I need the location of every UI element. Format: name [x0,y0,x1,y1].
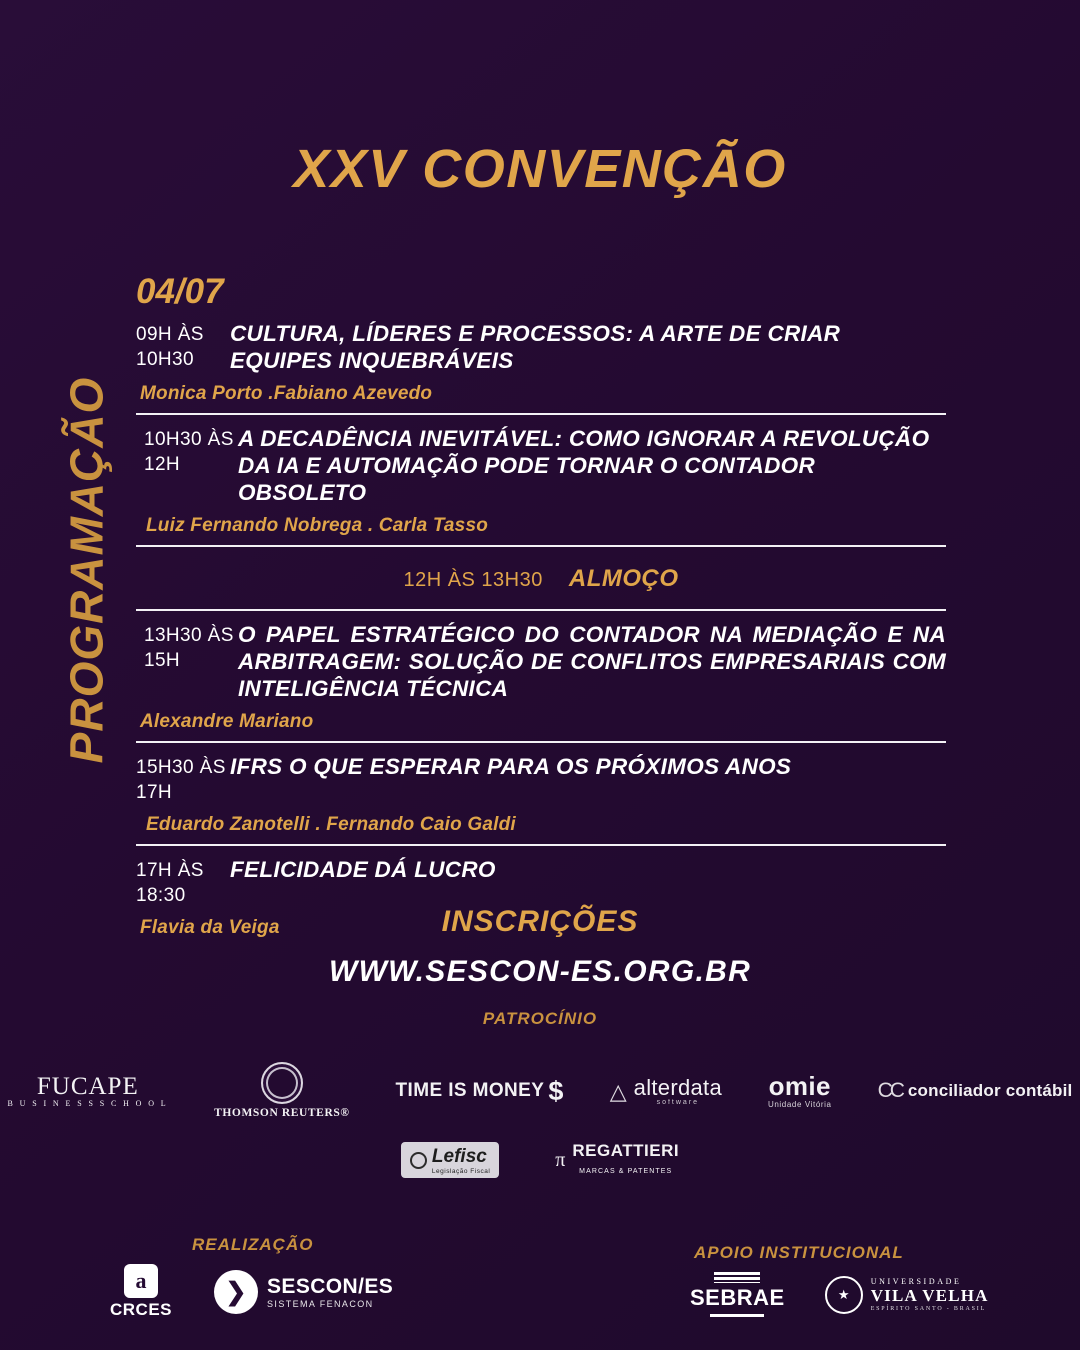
session-topic: O PAPEL ESTRATÉGICO DO CONTADOR NA MEDIAÇÃO E NA ARBITRAGEM: SOLUÇÃO DE CONFLITOS EMPRESARIAIS COM INTELIGÊNCIA TÉCNICA [238,622,946,701]
session-speakers: Alexandre Mariano [140,711,314,732]
divider [136,609,946,611]
omie-logo [768,1073,832,1109]
alterdata-logo-sub: software [656,1099,700,1107]
thomson-swirl-icon [261,1062,303,1104]
divider [136,844,946,846]
divider [136,741,946,743]
conciliador-contabil-logo [878,1080,1073,1102]
session-speakers: Luiz Fernando Nobrega . Carla Tasso [146,515,489,536]
schedule-row [136,617,946,702]
sebrae-bars-icon [714,1272,760,1283]
page-title: XXV CONVENÇÃO [293,139,787,199]
vila-velha-logo [825,1276,989,1314]
lefisc-dot-icon [410,1152,427,1169]
session-time: 15H30 ÀS 17H [136,757,226,803]
lefisc-logo-sub: Legislação Fiscal [431,1168,491,1175]
crces-logo-name: CRCES [110,1300,173,1319]
apoio-logos [690,1272,989,1317]
sescon-logo-name: SESCON/ES [267,1275,394,1298]
divider [136,413,946,415]
vila-velha-seal-icon: ★ [825,1276,863,1314]
regattieri-logo-sub: MARCAS & PATENTES [579,1168,673,1175]
lunch-row [136,553,946,605]
schedule-list [136,316,946,947]
sebrae-logo-name: SEBRAE [690,1285,785,1310]
conciliador-logo-name: conciliador contábil [907,1080,1073,1100]
schedule-row [136,852,946,908]
sescon-es-logo [214,1270,393,1314]
omie-logo-sub: Unidade Vitória [768,1099,832,1109]
thomson-logo-name: THOMSON REUTERS® [214,1107,350,1119]
session-speakers: Monica Porto .Fabiano Azevedo [140,383,433,404]
regattieri-mark-icon: π [555,1148,566,1171]
event-date: 04/07 [136,272,224,311]
alterdata-mark-icon: △ [609,1078,627,1104]
realizacao-label: REALIZAÇÃO [192,1235,314,1254]
omie-logo-name: omie [768,1071,831,1102]
vila-velha-logo-name: VILA VELHA [870,1286,989,1305]
crces-mark-icon: a [124,1264,158,1298]
session-time: 09H ÀS 10H30 [136,324,204,370]
sescon-logo-sub: SISTEMA FENACON [267,1299,374,1309]
divider [136,545,946,547]
sponsor-logos-row-2 [0,1142,1080,1178]
programacao-vertical-label [56,300,116,840]
sebrae-rule [710,1314,764,1317]
alterdata-logo [610,1076,722,1107]
thomson-reuters-logo [214,1062,349,1120]
session-topic: IFRS O QUE ESPERAR PARA OS PRÓXIMOS ANOS [230,754,792,779]
lefisc-logo-name: Lefisc [431,1146,487,1167]
registration-label: INSCRIÇÕES [441,905,639,938]
time-is-money-logo [396,1077,564,1105]
fucape-logo-name: FUCAPE [36,1072,139,1100]
registration-website[interactable]: WWW.SESCON-ES.ORG.BR [328,955,752,988]
lunch-time: 12H ÀS 13H30 [403,569,543,591]
sponsors-label: PATROCÍNIO [482,1009,598,1028]
regattieri-logo [555,1142,679,1178]
apoio-institucional-label: APOIO INSTITUCIONAL [694,1243,904,1262]
conciliador-mark-icon: CC [877,1079,902,1103]
fucape-logo-sub: B U S I N E S S S C H O O L [7,1099,169,1109]
session-time: 13H30 ÀS 15H [144,625,234,671]
crces-logo [110,1264,172,1320]
schedule-row [136,316,946,374]
time-is-money-name: TIME IS MONEY [395,1080,545,1102]
schedule-row [136,421,946,506]
realizacao-logos [110,1264,393,1320]
programacao-vertical-text: PROGRAMAÇÃO [60,376,113,764]
fucape-logo [8,1074,169,1109]
sponsor-logos-row-1 [0,1062,1080,1120]
regattieri-logo-name: REGATTIERI [572,1141,680,1161]
vila-velha-logo-top: UNIVERSIDADE [870,1277,962,1286]
vila-velha-logo-sub: ESPÍRITO SANTO - BRASIL [870,1306,987,1312]
session-speakers: Eduardo Zanotelli . Fernando Caio Galdi [146,814,516,835]
schedule-row [136,749,946,805]
sescon-mark-icon: ❯ [214,1270,258,1314]
session-speakers: Flavia da Veiga [140,917,280,938]
alterdata-logo-name: alterdata [633,1074,722,1100]
dollar-icon: $ [548,1076,564,1107]
lefisc-logo [401,1142,499,1178]
sebrae-logo [690,1272,785,1317]
session-topic: CULTURA, LÍDERES E PROCESSOS: A ARTE DE CRIAR EQUIPES INQUEBRÁVEIS [230,321,841,373]
session-time: 10H30 ÀS 12H [144,429,234,475]
session-topic: FELICIDADE DÁ LUCRO [230,857,496,882]
lunch-label: ALMOÇO [568,565,679,592]
session-time: 17H ÀS 18:30 [136,860,204,906]
session-topic: A DECADÊNCIA INEVITÁVEL: COMO IGNORAR A REVOLUÇÃO DA IA E AUTOMAÇÃO PODE TORNAR O CONTADOR OBSOLETO [238,426,930,505]
